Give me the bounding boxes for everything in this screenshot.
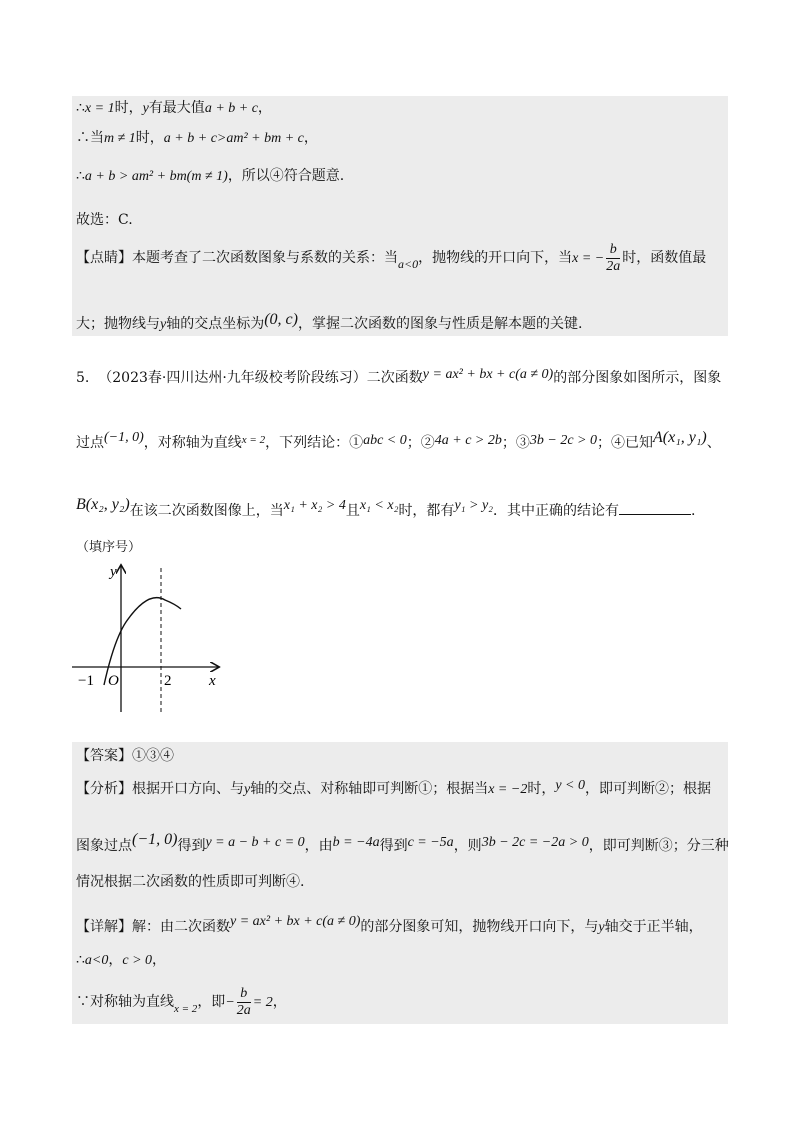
text: ，抛物线的开口向下，当 [418, 250, 573, 266]
minus-one-label: −1 [78, 673, 94, 689]
parabola-graph [68, 560, 228, 720]
text: ∴ [76, 952, 85, 968]
math-expr: − [225, 995, 235, 1010]
math-expr: y = a − b + c = 0 [205, 835, 305, 850]
analysis-line-3 [76, 872, 304, 892]
text: ， [272, 994, 287, 1010]
two-label: 2 [164, 673, 172, 689]
text: ，由 [304, 838, 333, 854]
math-expr: A(x₁, y₁) [652, 429, 707, 446]
math-expr: m ≠ 1 [104, 131, 136, 146]
text: ；④已知 [596, 435, 653, 451]
math-expr: a<0 [398, 257, 419, 271]
math-expr: abc < 0 [363, 433, 407, 448]
therefore-symbol: ∴ [76, 100, 85, 116]
top-line-2 [76, 128, 318, 149]
text: 时， [114, 100, 143, 116]
answer-value: ①③④ [132, 748, 174, 764]
text: 大；抛物线与 [76, 316, 160, 332]
math-expr: x = 1 [84, 101, 115, 116]
math-expr: B(x₂, y₂) [76, 496, 130, 513]
math-expr: x = 2 [241, 434, 266, 446]
text: ，掌握二次函数的图象与性质是解本题的关键. [297, 316, 583, 332]
math-expr: = 2 [252, 995, 273, 1010]
text: 轴的交点坐标为 [166, 316, 265, 332]
text: ，即 [197, 994, 226, 1010]
math-expr: a + b + c>am² + bm + c [163, 131, 304, 146]
text: 时，都有 [398, 503, 455, 519]
text: 时，函数值最 [622, 250, 707, 266]
text: ，所以④符合题意. [227, 168, 345, 184]
text: 且 [345, 503, 360, 519]
math-expr: y [598, 920, 605, 935]
text: ，即可判断②；根据 [585, 781, 711, 797]
text: ∴当 [76, 130, 104, 146]
text: ∵对称轴为直线 [76, 994, 174, 1010]
hint-text: （填序号） [76, 540, 142, 555]
x-axis-label: x [209, 673, 216, 689]
text: 得到 [177, 838, 206, 854]
text: 轴的交点、对称轴即可判断①；根据当 [250, 781, 489, 797]
parabola-curve [104, 598, 181, 685]
math-expr: c = −5a [407, 835, 454, 850]
math-expr: y [160, 317, 167, 332]
math-expr: x₁ < x₂ [359, 498, 399, 513]
text: 得到 [379, 838, 408, 854]
math-expr: y [244, 782, 251, 797]
text: . [691, 503, 696, 519]
text: 有最大值 [148, 100, 205, 116]
text: ；② [406, 435, 435, 451]
math-expr: y [142, 101, 149, 116]
math-expr: 4a + c > 2b [434, 433, 502, 448]
text: 的部分图象如图所示，图象 [553, 370, 722, 386]
math-expr: y < 0 [555, 778, 585, 793]
math-expr: x = −2 [488, 782, 528, 797]
question-line-2 [76, 428, 721, 453]
text: ，即可判断③；分三种 [588, 838, 729, 854]
math-expr: y = ax² + bx + c(a ≠ 0) [422, 367, 554, 382]
text: 时， [135, 130, 164, 146]
question-source: （2023春·四川达州·九年级校考阶段练习）二次函数 [98, 370, 423, 386]
text: ， [108, 952, 123, 968]
text: 本题考查了二次函数图象与系数的关系：当 [132, 250, 398, 266]
text: 在该二次函数图像上，当 [129, 503, 284, 519]
detail-line-3 [76, 984, 287, 1027]
text: 过点 [76, 435, 104, 451]
analysis-line-1 [76, 776, 711, 800]
math-expr: x = − [572, 251, 605, 266]
dianjing-line-1 [76, 240, 706, 282]
text: ， [257, 100, 272, 116]
text: 时， [527, 781, 556, 797]
analysis-line-2 [76, 830, 729, 856]
choice-line [76, 210, 133, 230]
text: ，则 [453, 838, 482, 854]
dianjing-line-2 [76, 310, 582, 335]
detail-line-1 [76, 912, 703, 938]
answer-blank[interactable] [619, 500, 691, 515]
math-expr: 3b − 2c > 0 [529, 433, 597, 448]
top-line-3 [76, 166, 344, 187]
text: 、 [706, 435, 721, 451]
text: ， [303, 130, 318, 146]
math-expr: y₁ > y₂ [454, 498, 494, 513]
question-hint [76, 538, 141, 558]
text: 根据开口方向、与 [132, 781, 244, 797]
math-expr: x₁ + x₂ > 4 [283, 498, 346, 513]
text: ．其中正确的结论有 [493, 503, 620, 519]
y-axis-label: y [110, 564, 117, 580]
math-expr: b = −4a [332, 835, 380, 850]
math-expr: (0, c) [264, 311, 298, 328]
math-expr: y = ax² + bx + c(a ≠ 0) [230, 914, 361, 929]
choice-text: 故选：C. [76, 212, 133, 228]
math-expr: x = 2 [174, 1003, 198, 1015]
math-expr: (−1, 0) [104, 430, 144, 445]
analysis-label: 【分析】 [76, 781, 132, 797]
fraction: $\frac{b}{2a}$ [606, 241, 621, 274]
therefore-symbol: ∴ [76, 168, 85, 184]
detail-line-2 [76, 950, 166, 971]
text: ，下列结论：① [265, 435, 364, 451]
text: 轴交于正半轴， [604, 919, 703, 935]
text: 解：由二次函数 [132, 919, 230, 935]
answer-label: 【答案】 [76, 748, 132, 764]
question-number: 5. [76, 370, 90, 386]
question-line-1 [76, 365, 721, 388]
text: ；③ [501, 435, 530, 451]
text: 的部分图象可知，抛物线开口向下，与 [360, 919, 599, 935]
text: 图象过点 [76, 838, 132, 854]
text: ，对称轴为直线 [143, 435, 242, 451]
text: 情况根据二次函数的性质即可判断④. [76, 874, 305, 890]
top-line-1 [76, 98, 272, 119]
math-expr: a + b + c [204, 101, 258, 116]
answer-line [76, 746, 174, 766]
math-expr: (−1, 0) [132, 831, 178, 848]
math-expr: 3b − 2c = −2a > 0 [481, 835, 589, 850]
origin-label: O [108, 673, 119, 689]
math-expr: a<0 [84, 953, 109, 968]
dianjing-label: 【点睛】 [76, 250, 132, 266]
detail-label: 【详解】 [76, 919, 132, 935]
fraction: $\frac{b}{2a}$ [236, 985, 251, 1018]
text: ， [152, 952, 167, 968]
math-expr: c > 0 [122, 953, 153, 968]
math-expr: a + b > am² + bm(m ≠ 1) [84, 169, 228, 184]
question-line-3 [76, 495, 696, 521]
